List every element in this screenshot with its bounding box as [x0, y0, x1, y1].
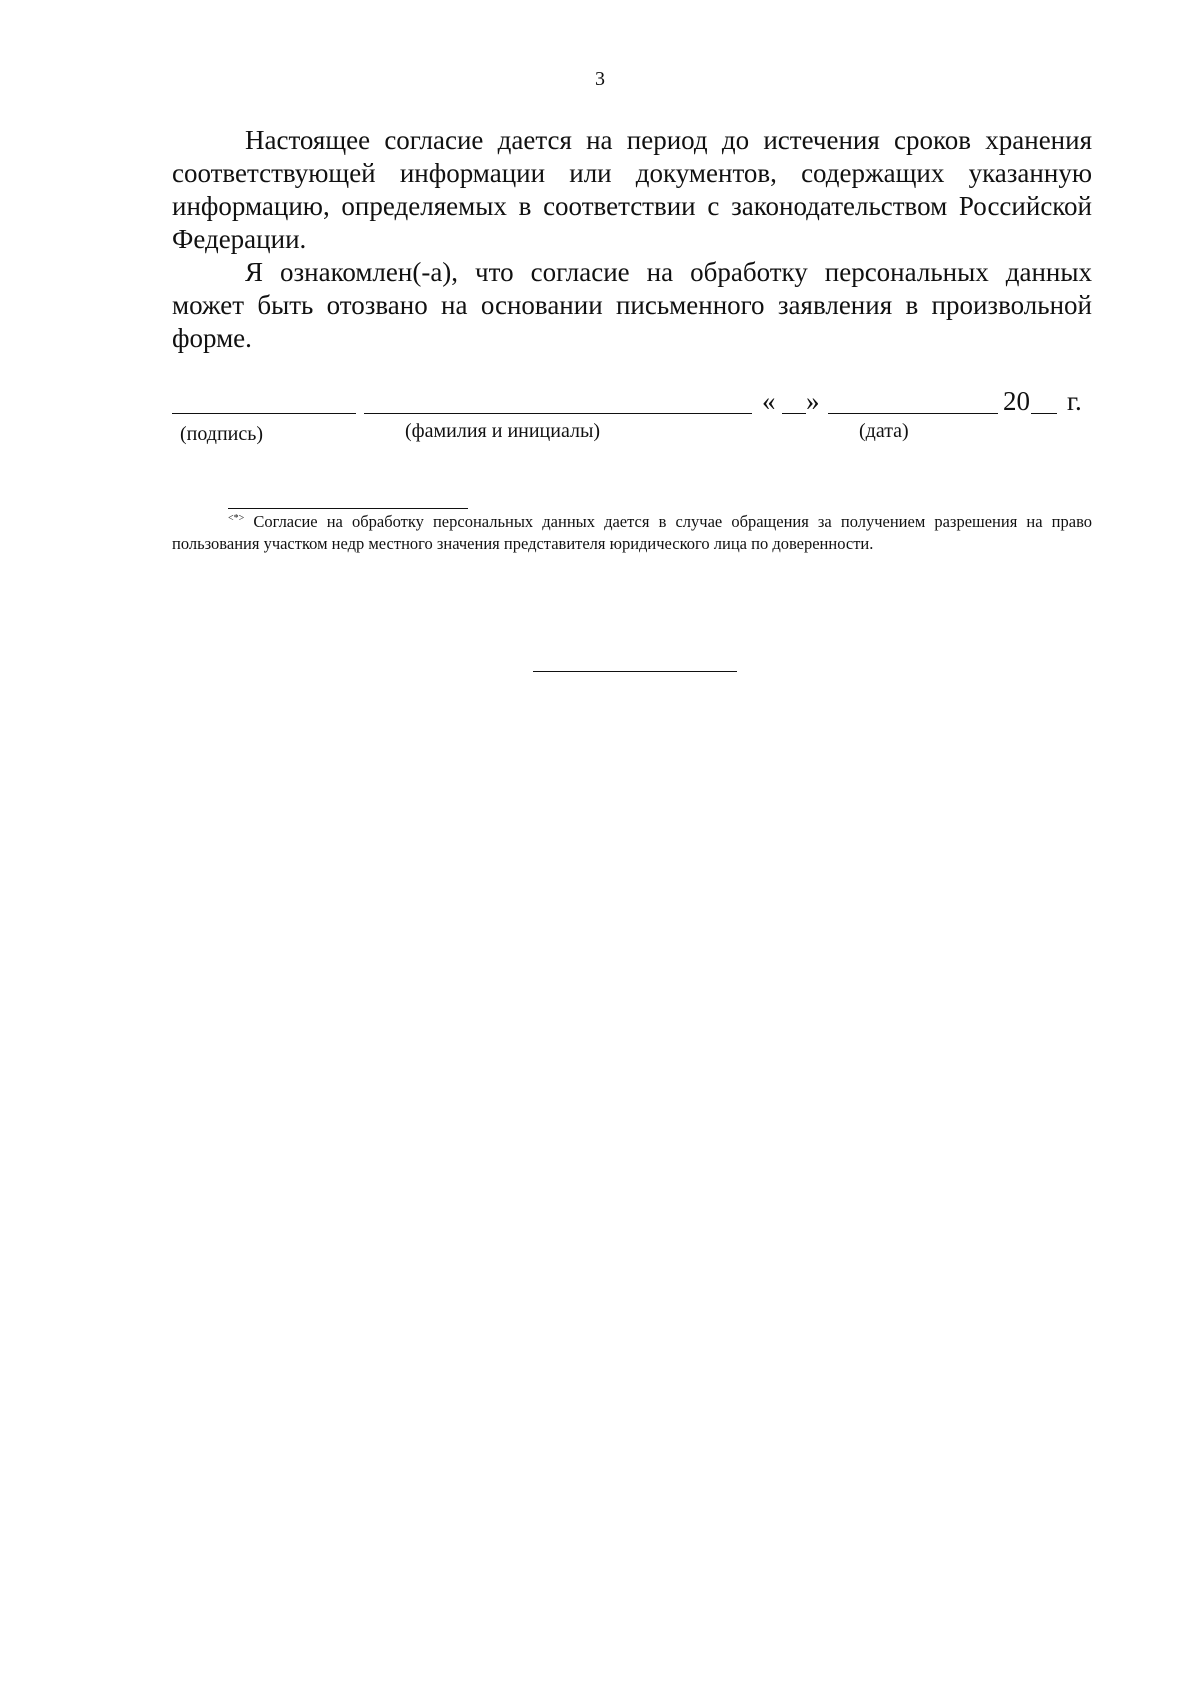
paragraph-consent-withdrawal: [172, 256, 1092, 355]
footnote-body: [172, 508, 1092, 555]
page-number: 3: [595, 68, 605, 90]
paragraph-consent-period: [172, 124, 1092, 256]
year-prefix: 20: [1003, 386, 1030, 416]
date-open-quote: «: [762, 386, 776, 416]
footnote-text: Согласие на обработку персональных данных дается в случае обращения за получением разрешения на право пользования участком недр местного значения представителя юридического лица по доверенности.: [172, 512, 1093, 553]
year-line: [1031, 413, 1057, 414]
date-close-quote: »: [806, 386, 820, 416]
footnote-marker: <*>: [228, 513, 245, 524]
signature-line: [172, 413, 356, 414]
day-line: [782, 413, 806, 414]
footnote: [172, 508, 1092, 555]
year-suffix: г.: [1067, 386, 1082, 416]
end-of-document-rule: [533, 671, 737, 672]
paragraph-text: Настоящее согласие дается на период до истечения сроков хранения соответствующей информации или документов, содержащих указанную информацию, определяемых в соответствии с законодательством Российской Федерации.: [172, 125, 1092, 254]
paragraph-text: Я ознакомлен(-а), что согласие на обработку персональных данных может быть отозвано на основании письменного заявления в произвольной форме.: [172, 257, 1092, 353]
caption-signature: (подпись): [180, 423, 264, 445]
caption-name: (фамилия и инициалы): [405, 420, 601, 442]
month-line: [828, 413, 998, 414]
name-line: [364, 413, 752, 414]
caption-date: (дата): [859, 420, 909, 442]
